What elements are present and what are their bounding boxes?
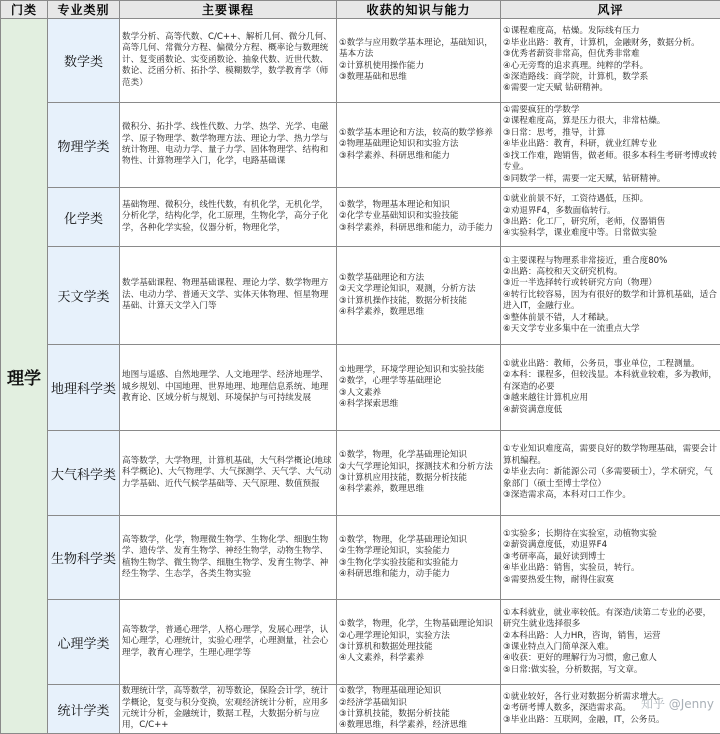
review-item: ⑤整体前景不错，人才稀缺。: [503, 313, 718, 324]
review-item: ②薪资满意度低，劝退界F4: [503, 540, 718, 551]
skill-item: ①数学，物理，化学基础理论知识: [339, 450, 498, 461]
skill-item: ①数学基础理论和方法: [339, 273, 498, 284]
table-row: [1, 516, 720, 600]
skill-item: ②大气学理论知识，探测技术和分析方法: [339, 462, 498, 473]
header-category: 门类: [1, 1, 48, 19]
review-item: ③越来越往计算机应用: [503, 393, 718, 404]
skill-item: ④人文素养，科学素养: [339, 653, 498, 664]
review-item: ③出路：化工厂，研究所，老师，仪器销售: [503, 217, 718, 228]
header-review: 风评: [501, 1, 720, 19]
skill-item: ③计算机和数据处理技能: [339, 642, 498, 653]
review-item: ④实验科学，课业难度中等。日常做实验: [503, 228, 718, 239]
skill-item: ①地理学，环境学理论知识和实验技能: [339, 365, 498, 376]
skill-item: ②数学，心理学等基础理论: [339, 376, 498, 387]
review-item: ③近一半选择转行或转研究方向（物理）: [503, 278, 718, 289]
major-cell: 数学类: [48, 19, 120, 103]
skill-item: ③计算机操作技能，数据分析技能: [339, 296, 498, 307]
header-courses: 主要课程: [120, 1, 337, 19]
review-item: ④心无旁骛的追求真理。纯粹的学科。: [503, 61, 718, 72]
skill-item: ②计算机使用操作能力: [339, 61, 498, 72]
table-row: [1, 188, 720, 247]
skill-item: ③生物化学实验技能和实验能力: [339, 558, 498, 569]
review-item: ③优秀者薪资非常高，但优秀非常难: [503, 49, 718, 60]
skill-item: ②经济学基础知识: [339, 698, 498, 709]
skill-item: ①数学，物理基础理论知识: [339, 686, 498, 697]
skill-item: ③人文素养: [339, 388, 498, 399]
skills-cell: [337, 188, 501, 247]
skill-item: ④科研思维和能力，动手能力: [339, 569, 498, 580]
review-item: ②本科：课程多，但较浅显。本科就业较难，多为教师，有深造的必要: [503, 370, 718, 393]
major-cell: 地理科学类: [48, 345, 120, 431]
review-item: ⑥天文学专业多集中在一流重点大学: [503, 324, 718, 335]
table-row: [1, 600, 720, 685]
review-item: ②劝退界F4，多数面临转行。: [503, 206, 718, 217]
review-item: ④收获：更好的理解行为习惯，愈己愈人: [503, 653, 718, 664]
skill-item: ④科学素养，数理思维: [339, 307, 498, 318]
skill-item: ①数学，物理，化学，生物基础理论知识: [339, 619, 498, 630]
header-major: 专业类别: [48, 1, 120, 19]
review-cell: [501, 19, 720, 103]
review-item: ②本科出路：人力HR，咨询，销售，运营: [503, 631, 718, 642]
skill-item: ④科学素养，数理思维: [339, 484, 498, 495]
courses-cell: 高等数学，普通心理学，人格心理学，发展心理学，认知心理学，心理统计，实验心理学，心理测量，社会心理学，教育心理学，生理心理学等: [120, 600, 337, 685]
review-item: ⑤深造路线：商学院，计算机，数学系: [503, 72, 718, 83]
skill-item: ③科学素养，科研思维和能力，动手能力: [339, 223, 498, 234]
header-skills: 收获的知识与能力: [337, 1, 501, 19]
review-item: ⑤需要热爱生物，耐得住寂寞: [503, 575, 718, 586]
courses-cell: 高等数学，化学，物理微生物学、生物化学、细胞生物学、遗传学、发育生物学、神经生物学，动物生物学、植物生物学、微生物学、细胞生物学、发育生物学、神经生物学、生态学，各类生物实验: [120, 516, 337, 600]
table-row: [1, 247, 720, 345]
review-item: ①就业出路：教师，公务员，事业单位，工程测量。: [503, 359, 718, 370]
skill-item: ③数理基础和思维: [339, 72, 498, 83]
review-item: ④毕业出路：教育，科研，就业红牌专业: [503, 139, 718, 150]
skill-item: ③科学素养、科研思维和能力: [339, 151, 498, 162]
review-item: ②毕业去向：新能源公司（多需要硕士），学术研究，气象部门（硕士至博士学位）: [503, 467, 718, 490]
review-item: ①就业较好，各行业对数据分析需求增大。: [503, 692, 718, 703]
courses-cell: 数学基础课程、物理基础课程、理论力学、数学物理方法、电动力学、普通天文学、实体天体物理、恒星物理基础、计算天文学入门等: [120, 247, 337, 345]
skill-item: ①数学基本理论和方法，较高的数学修养: [339, 128, 498, 139]
major-cell: 天文学类: [48, 247, 120, 345]
skill-item: ②物理基础理论知识和实验方法: [339, 139, 498, 150]
review-item: ①需要疯狂的学数学: [503, 105, 718, 116]
courses-cell: 数理统计学，高等数学，初等数论，保险会计学，统计学概论，复变与积分变换，宏观经济统计分析，应用多元统计分析，金融统计，数据工程，大数据分析与应用，C/C++: [120, 685, 337, 734]
review-item: ②考研考博人数多，深造需求高。: [503, 703, 718, 714]
skill-item: ②化学专业基础知识和实验技能: [339, 211, 498, 222]
review-item: ⑤日常:做实验，分析数据，写文章。: [503, 665, 718, 676]
skill-item: ④科学探索思维: [339, 399, 498, 410]
review-cell: [501, 600, 720, 685]
review-item: ①本科就业，就业率较低。有深造/读第二专业的必要，研究生就业选择很多: [503, 608, 718, 631]
skills-cell: [337, 600, 501, 685]
major-cell: 生物科学类: [48, 516, 120, 600]
review-item: ②课程难度高，算是压力很大，非常枯燥。: [503, 116, 718, 127]
review-item: ⑤同数学一样，需要一定天赋，钻研精神。: [503, 174, 718, 185]
review-cell: [501, 247, 720, 345]
skill-item: ③计算机应用技能，数据分析技能: [339, 473, 498, 484]
skill-item: ④数理思维，科学素养，经济思维: [339, 720, 498, 731]
skill-item: ①数学与应用数学基本理论，基础知识，基本方法: [339, 38, 498, 61]
skill-item: ②心理学理论知识，实验方法: [339, 631, 498, 642]
skills-cell: [337, 19, 501, 103]
skills-cell: [337, 247, 501, 345]
review-item: ③毕业出路：互联网，金融，IT，公务员。: [503, 715, 718, 726]
review-item: ①课程难度高，枯燥。发际线有压力: [503, 26, 718, 37]
skill-item: ①数学，物理基本理论和知识: [339, 200, 498, 211]
skill-item: ③计算机技能，数据分析技能: [339, 709, 498, 720]
courses-cell: 高等数学，大学物理，计算机基础，大气科学概论(地球科学概论)、大气物理学、大气探测学、天气学、大气动力学基础、近代气候学基础等、天气原理、数值预报: [120, 431, 337, 516]
header-row: [1, 1, 720, 19]
skills-cell: [337, 103, 501, 188]
major-cell: 大气科学类: [48, 431, 120, 516]
skills-cell: [337, 516, 501, 600]
major-cell: 化学类: [48, 188, 120, 247]
skills-cell: [337, 431, 501, 516]
courses-cell: 微积分、拓扑学、线性代数、力学、热学、光学、电磁学、原子物理学、数学物理方法、理论力学、热力学与统计物理、电动力学、量子力学、固体物理学、结构和物性、计算物理学入门，化学，电路基础课: [120, 103, 337, 188]
major-cell: 心理学类: [48, 600, 120, 685]
skills-cell: [337, 685, 501, 734]
review-cell: [501, 685, 720, 734]
review-item: ①主要课程与物理系非常接近，重合度80%: [503, 256, 718, 267]
skills-cell: [337, 345, 501, 431]
review-item: ①就业前景不好，工资待遇低，压抑。: [503, 194, 718, 205]
review-item: ③深造需求高，本科对口工作少。: [503, 490, 718, 501]
review-item: ②毕业出路：教育，计算机，金融财务，数据分析。: [503, 38, 718, 49]
table-row: [1, 431, 720, 516]
category-cell: 理学: [1, 19, 48, 734]
table-row: [1, 345, 720, 431]
table-row: [1, 19, 720, 103]
review-item: ①专业知识难度高，需要良好的数学物理基础，需要会计算机编程。: [503, 444, 718, 467]
skill-item: ①数学，物理，化学基础理论知识: [339, 535, 498, 546]
review-cell: [501, 103, 720, 188]
table-row: [1, 103, 720, 188]
review-item: ⑤找工作难，跑销售，做老师。很多本科生考研考博或转专业。: [503, 151, 718, 174]
watermark: 知乎 @Jenny: [641, 695, 714, 712]
review-cell: [501, 431, 720, 516]
major-cell: 物理学类: [48, 103, 120, 188]
review-item: ③考研率高，最好读到博士: [503, 552, 718, 563]
review-item: ⑥需要一定天赋 钻研精神。: [503, 83, 718, 94]
courses-cell: 地图与遥感、自然地理学、人文地理学、经济地理学、城乡规划、中国地理、世界地理、地理信息系统、地理教育论、区域分析与规划、环境保护与可持续发展: [120, 345, 337, 431]
courses-cell: 数学分析、高等代数、C/C++、解析几何、微分几何、高等几何、常微分方程、偏微分方程、概率论与数理统计、复变函数论、实变函数论、抽象代数、近世代数、数论、泛函分析、拓扑学、模糊数学，数学教育学（师范类）: [120, 19, 337, 103]
review-cell: [501, 516, 720, 600]
review-item: ③课业特点入门简单深入难。: [503, 642, 718, 653]
review-item: ②出路：高校和天文研究机构。: [503, 267, 718, 278]
review-item: ①实验多；长期待在实验室，动植物实验: [503, 529, 718, 540]
review-item: ④薪资满意度低: [503, 405, 718, 416]
review-cell: [501, 345, 720, 431]
review-item: ④毕业出路：销售，实验员，转行。: [503, 563, 718, 574]
courses-cell: 基础物理、微积分，线性代数，有机化学，无机化学，分析化学，结构化学，化工原理，生物化学，高分子化学，各种化学实验，仪器分析，物理化学，: [120, 188, 337, 247]
review-item: ④转行比较容易，因为有很好的数学和计算机基础，适合进入IT，金融行业。: [503, 290, 718, 313]
review-cell: [501, 188, 720, 247]
major-cell: 统计学类: [48, 685, 120, 734]
review-item: ③日常：思考，推导，计算: [503, 128, 718, 139]
skill-item: ②天文学理论知识，观测，分析方法: [339, 284, 498, 295]
table-row: [1, 685, 720, 734]
skill-item: ②生物学理论知识，实验能力: [339, 546, 498, 557]
